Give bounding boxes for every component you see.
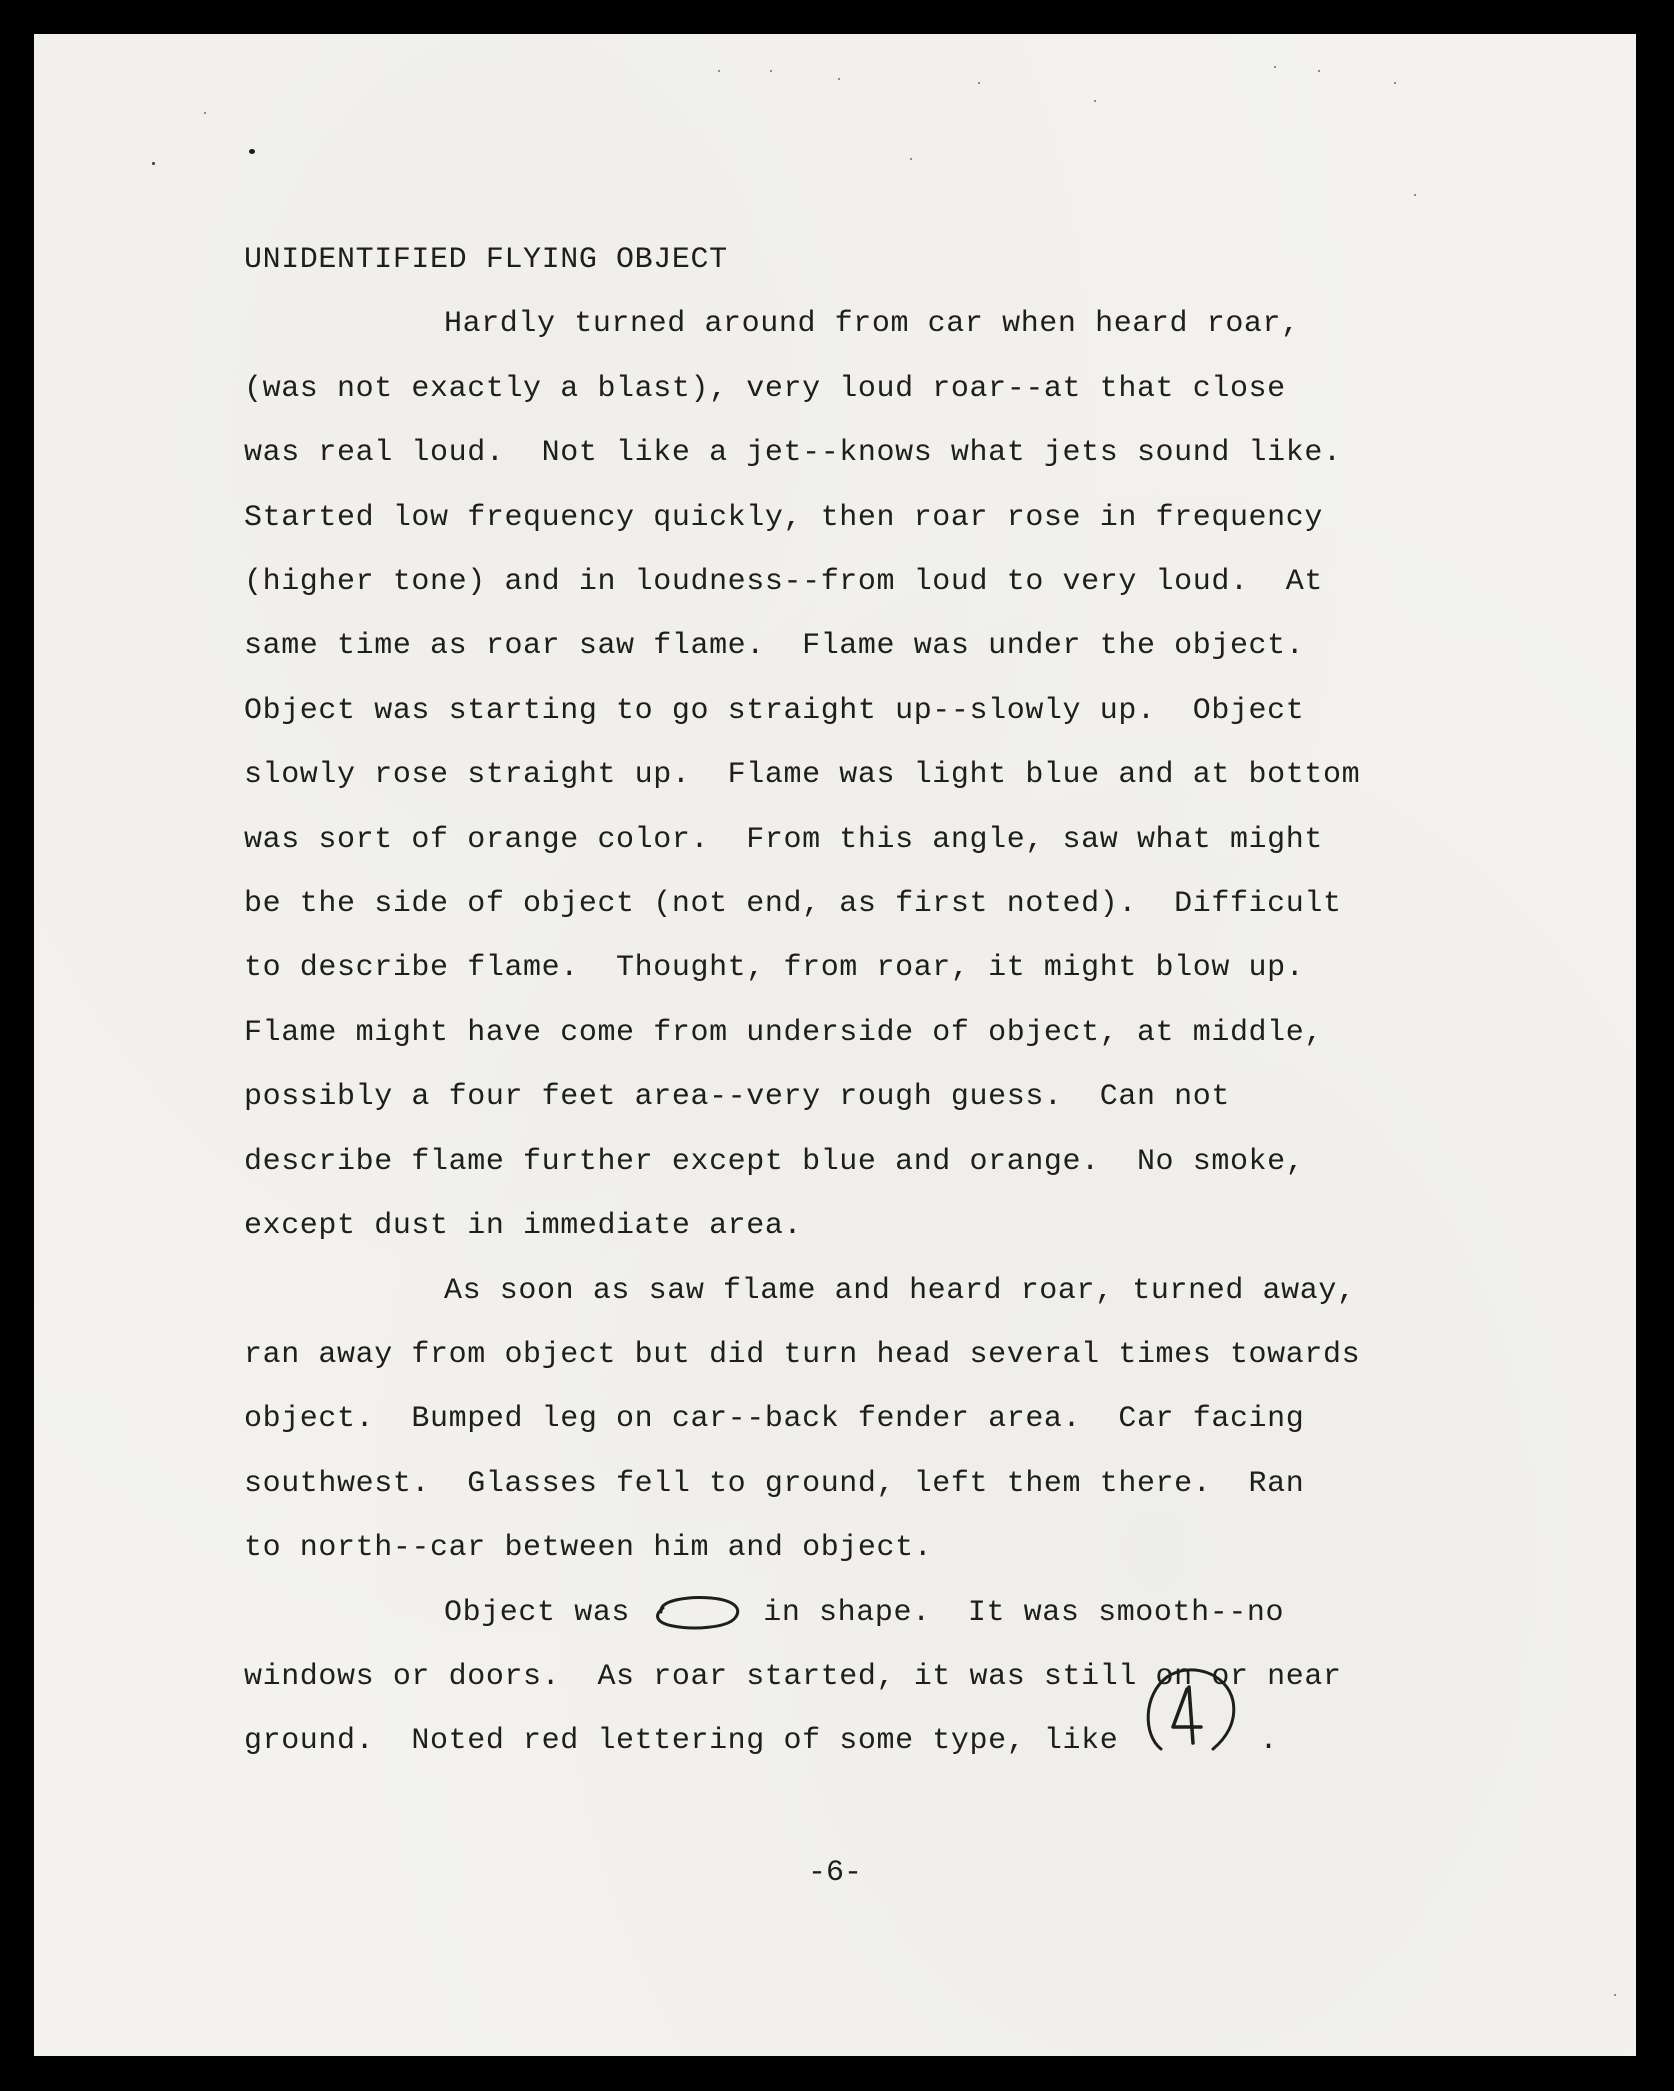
text-segment: ground. Noted red lettering of some type, like [244, 1724, 1137, 1759]
text-line: (higher tone) and in loudness--from loud to very loud. At [244, 565, 1323, 600]
ink-speck [718, 70, 720, 72]
ink-speck [1318, 70, 1320, 72]
document-page [34, 34, 1636, 2056]
text-segment: Object was [444, 1595, 649, 1630]
ink-speck [152, 162, 155, 165]
text-line: (was not exactly a blast), very loud roar--at that close [244, 371, 1286, 406]
text-line: As soon as saw flame and heard roar, turned away, [444, 1273, 1356, 1308]
text-line: object. Bumped leg on car--back fender area. Car facing [244, 1402, 1305, 1437]
circled-symbol [1137, 1709, 1241, 1773]
text-line: Hardly turned around from car when heard roar, [444, 307, 1300, 342]
text-line: ran away from object but did turn head several times towards [244, 1337, 1361, 1372]
text-line: southwest. Glasses fell to ground, left them there. Ran [244, 1466, 1305, 1501]
text-segment: . [1240, 1724, 1279, 1759]
text-line: was sort of orange color. From this angle, saw what might [244, 822, 1323, 857]
text-line: except dust in immediate area. [244, 1209, 803, 1244]
text-line: Started low frequency quickly, then roar rose in frequency [244, 500, 1323, 535]
circled-one-icon [1137, 1665, 1241, 1755]
text-line: to north--car between him and object. [244, 1531, 933, 1566]
ink-speck [1414, 194, 1416, 196]
ink-speck [978, 82, 980, 84]
text-line: slowly rose straight up. Flame was light blue and at bottom [244, 758, 1361, 793]
text-line [244, 1709, 1504, 1773]
text-line: Flame might have come from underside of object, at middle, [244, 1015, 1323, 1050]
text-line: to describe flame. Thought, from roar, it might blow up. [244, 951, 1305, 986]
text-line [244, 1581, 1504, 1645]
text-line: Object was starting to go straight up--slowly up. Object [244, 693, 1305, 728]
typed-text-body [244, 243, 1504, 1774]
paragraph-1 [244, 292, 1504, 1258]
text-line: describe flame further except blue and orange. No smoke, [244, 1144, 1305, 1179]
ink-speck [249, 149, 255, 154]
paragraph-3 [244, 1581, 1504, 1774]
document-title: UNIDENTIFIED FLYING OBJECT [244, 243, 728, 277]
ink-speck [1394, 82, 1396, 84]
text-line: same time as roar saw flame. Flame was under the object. [244, 629, 1305, 664]
paragraph-2 [244, 1259, 1504, 1581]
text-line: windows or doors. As roar started, it was still on or near [244, 1659, 1342, 1694]
ink-speck [770, 70, 772, 72]
ink-speck [910, 158, 912, 160]
text-line: be the side of object (not end, as first noted). Difficult [244, 887, 1342, 922]
text-segment: in shape. It was smooth--no [744, 1595, 1285, 1630]
page-number: -6- [807, 1856, 862, 1890]
ink-speck [838, 78, 840, 80]
ink-speck [1274, 66, 1276, 68]
ink-speck [1094, 100, 1096, 102]
ink-speck [204, 112, 206, 114]
text-line: was real loud. Not like a jet--knows what jets sound like. [244, 436, 1342, 471]
ink-speck [1614, 1994, 1616, 1996]
text-line: possibly a four feet area--very rough guess. Can not [244, 1080, 1230, 1115]
hand-drawn-oval-icon [649, 1592, 745, 1632]
